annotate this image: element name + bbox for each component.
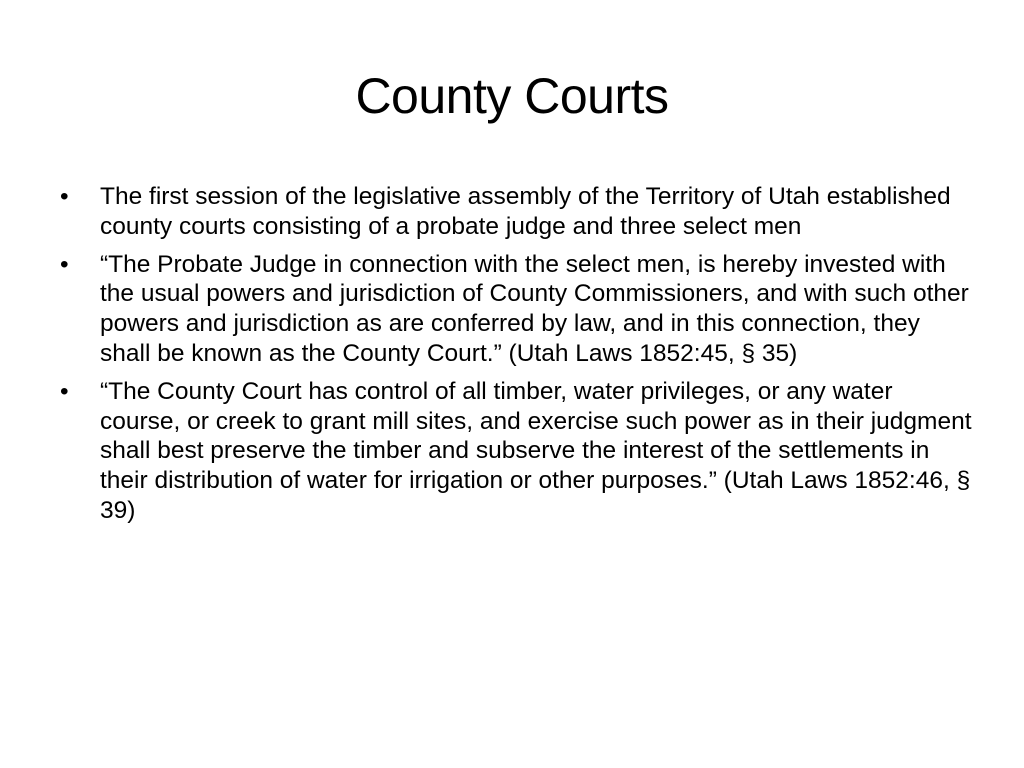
bullet-item-3 (56, 377, 976, 526)
slide-title: County Courts (355, 68, 669, 124)
bullet-text: “The Probate Judge in connection with the select men, is hereby invested with the usual powers and jurisdiction of County Commissioners, and with such other powers and jurisdiction as are conferred by law, and in this connection, they shall be known as the County Court.” (Utah Laws 1852:45, § 35) (100, 250, 969, 367)
bullet-icon: • (60, 183, 69, 210)
bullet-text: “The County Court has control of all timber, water privileges, or any water course, or creek to grant mill sites, and exercise such power as in their judgment shall best preserve the timber and subserve the interest of the settlements in their distribution of water for irrigation or other purposes.” (Utah Laws 1852:46, § 39) (100, 377, 972, 524)
bullet-item-1 (56, 182, 976, 242)
bullet-icon: • (60, 250, 69, 278)
bullet-text: The first session of the legislative assembly of the Territory of Utah established county courts consisting of a probate judge and three select men (100, 183, 951, 240)
bullet-item-2 (56, 250, 976, 369)
bullet-icon: • (60, 377, 69, 405)
bullet-list (56, 182, 976, 534)
